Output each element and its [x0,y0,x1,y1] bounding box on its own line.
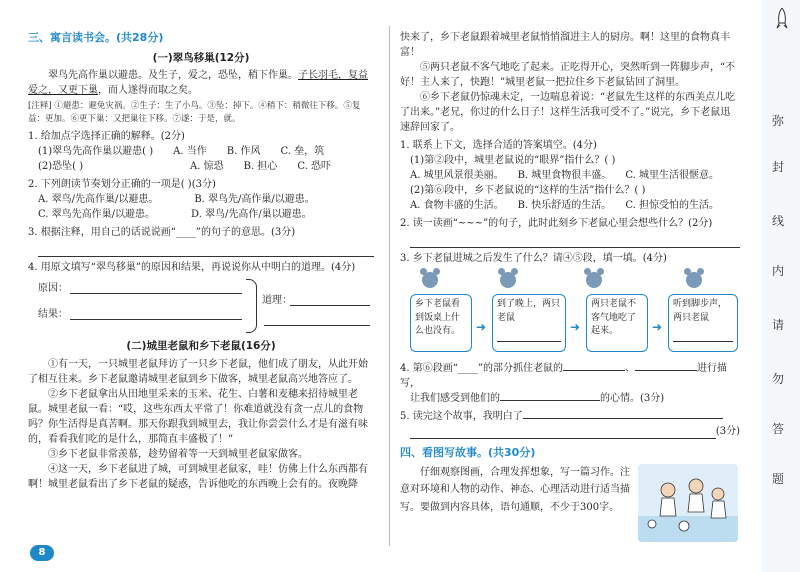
passage2-p6: ⑥乡下老鼠仍惊魂未定，一边喘息着说：“老鼠先生这样的东西美点儿吃了出来。”老兄，你过的什么日子！这样生活我可受不了。”说完，乡下老鼠迅速辞回家了。 [400,92,736,133]
left-q1: 1. 给加点字选择正确的解释。(2分) (1)翠鸟先高作巢以避患( ) A. 当作 B. 作风 C. 垒，筑 (2)恐坠( ) A. 惊恐 B. 担心 C. 恐吓 [28,130,331,172]
answer-line[interactable] [410,233,740,248]
writing-task: 仔细观察图画，合理发挥想象，写一篇习作。注意对环境和人物的动作、神态、心理活动进行适当描写。要做到内容具体，语句通顺，不少于300字。 [400,464,740,544]
column-divider [389,26,390,546]
sidebar-char: 答 [772,422,785,436]
sidebar-char: 请 [772,318,785,332]
passage2-p1: ①有一天，一只城里老鼠拜访了一只乡下老鼠，他们成了朋友，从此开始了相互往来。乡下老鼠邀请城里老鼠到乡下做客，城里老鼠高兴地答应了。 [28,358,368,385]
mouse-icon [586,272,602,288]
cause-line[interactable] [70,293,242,294]
children-playing-picture [638,464,738,542]
reason-line-2[interactable] [264,325,370,326]
passage2-p4: ④这一天，乡下老鼠进了城，可到城里老鼠家，哇！仿佛上什么东西都有啊！城里老鼠看出了乡下老鼠的疑惑，告诉他吃的东西晚上会有的。夜晚降 [28,463,368,490]
flow-box-4[interactable]: 听到脚步声，两只老鼠 [668,294,738,352]
passage1-note: [注释] ①避患：避免灾祸。②生子：生了小鸟。③坠：掉下。④稍下：稍微往下移。⑤复益：更加。⑥更下巢：又把巢往下移。⑦遂：于是，就。 [28,101,361,124]
left-q3: 3. 根据注释，用自己的话说说画“____”的句子的意思。(3分) [28,225,374,257]
flow-box-3: 两只老鼠不客气地吃了起来。 [586,294,648,352]
answer-line[interactable] [410,426,716,439]
passage1-text: 翠鸟先高作巢以避患。及生子，爱之，恐坠，稍下作巢。子长羽毛，复益爱之，又更下巢，而人遂得而取之矣。 [28,70,368,97]
right-q1: 1. 联系上下文，选择合适的答案填空。(4分) (1)第②段中，城里老鼠说的“眼界”指什么？( ) A. 城里风景很美丽。 B. 城里食物很丰盛。 C. 城里生活很惬意。 (2)第⑥段中，乡下老鼠说的“这样的生活”指什么？( ) A. 食物丰盛的生活。 B. 快乐舒适的生活。 C. 担惊受怕的生活。 [400,140,719,211]
passage2-p4-cont: 快来了，乡下老鼠跟着城里老鼠悄悄溜进主人的厨房。啊！这里的食物真丰富！ [400,32,730,58]
left-q4: 4. 用原文填写“翠鸟移巢”的原因和结果，再说说你从中明白的道理。(4分) 原因： 结果： 道理： [28,260,374,335]
arrow-right-icon: ➜ [476,320,487,334]
right-q3: 3. 乡下老鼠进城之后发生了什么？请④⑤段，填一填。(4分) 乡下老鼠看到饭桌上什么也没有。 ➜ 到了晚上，两只老鼠 ➜ 两只老鼠不客气地吃了起来。 ➜ 听到脚步声，两只老鼠 [400,251,740,358]
passage2-title: (二)城里老鼠和乡下老鼠(16分) [126,339,276,352]
answer-line[interactable] [38,242,374,257]
blank-1[interactable] [563,370,625,371]
mouse-icon [422,272,438,288]
page-number: 8 [30,545,54,561]
blank-3[interactable] [500,400,600,401]
passage2-p5: ⑤两只老鼠不客气地吃了起来。正吃得开心，突然听到一阵脚步声，“不好！主人来了，快跑！”城里老鼠一把拉住乡下老鼠钻回了洞里。 [400,62,736,88]
flow-chart [400,270,740,358]
arrow-right-icon: ➜ [652,320,663,334]
result-line[interactable] [70,319,242,320]
sidebar-char: 内 [772,264,785,278]
mouse-icon [686,272,702,288]
passage2-p2: ②乡下老鼠拿出从田地里采来的玉米、花生、白薯和麦穗来招待城里老鼠。城里老鼠一看：“哎，这些东西太平常了！你难道就没有贪一点儿的食物吗？你生活得是真苦啊。那天你跟我到城里去，我让你尝尝什么才是有滋有味的，看看我们吃的是什么，那简直丰盛极了！” [28,388,368,445]
mouse-icon [500,272,516,288]
arrow-right-icon: ➜ [570,320,581,334]
brace [246,279,257,333]
reason-line-1[interactable] [290,305,370,306]
left-column [28,30,374,492]
right-column [400,30,740,544]
passage2-p3: ③乡下老鼠非常羡慕，趁势留着等一天到城里老鼠家做客。 [48,448,308,460]
sidebar-char: 勿 [772,372,785,386]
passage1-title: (一)翠鸟移巢(12分) [152,51,250,64]
right-q4: 4. 第⑥段画“____”的部分抓住老鼠的 、 进行描写， 让我们感受到他们的 的心情。(3分) [400,363,727,404]
section-title-4: 四、看图写故事。(共30分) [400,446,536,459]
flow-box-1: 乡下老鼠看到饭桌上什么也没有。 [410,294,472,352]
sidebar-char: 线 [772,214,785,228]
sidebar-char: 题 [772,472,785,486]
seal-line-sidebar [762,0,800,572]
sidebar-char: 封 [772,160,785,174]
right-q5: 5. 读完这个故事，我明白了 (3分) [400,411,740,437]
section-title-3: 三、寓言读书会。(共28分) [28,31,164,44]
flow-box-2[interactable]: 到了晚上，两只老鼠 [492,294,566,352]
blank-q5[interactable] [523,418,723,419]
rocket-icon [776,8,788,30]
blank-2[interactable] [635,370,697,371]
left-q2: 2. 下列朗读节奏划分正确的一项是( )(3分) A. 翠鸟/先高作巢/以避患。 B. 翠鸟先/高作巢/以避患。 C. 翠鸟先高作巢/以避患。 D. 翠鸟/先高作/巢以避患。 [28,178,315,220]
right-q2: 2. 读一读画“~~~”的句子，此时此刻乡下老鼠心里会想些什么？(2分) [400,216,740,248]
sidebar-char: 弥 [772,114,785,128]
